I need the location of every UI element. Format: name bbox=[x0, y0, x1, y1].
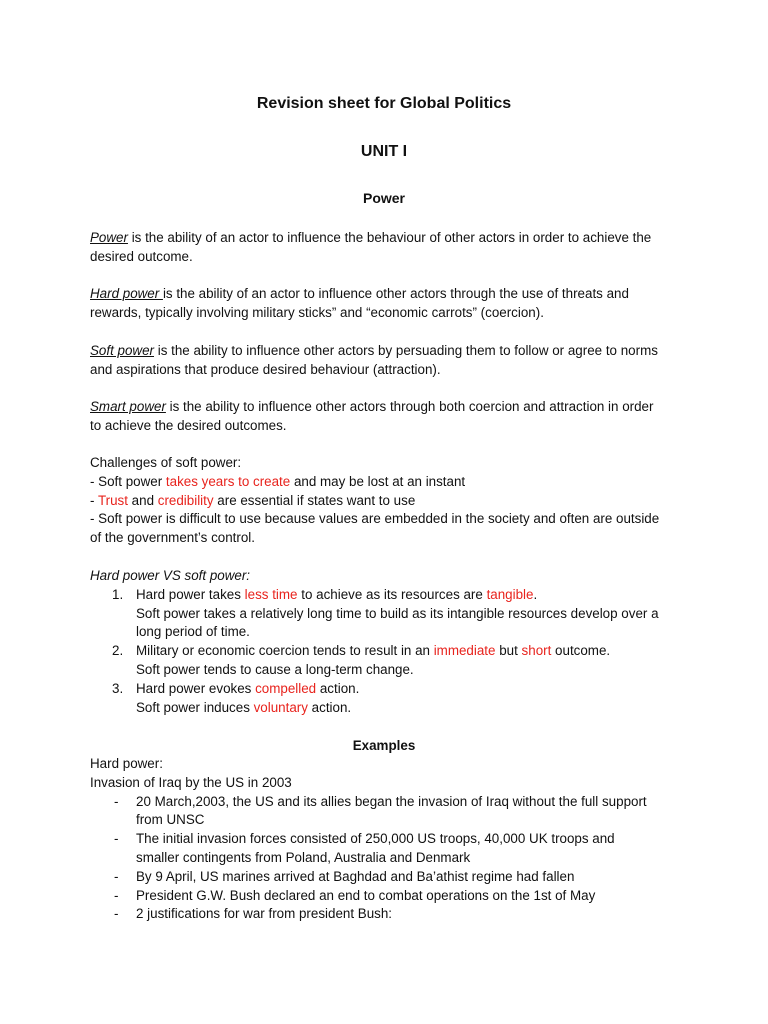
list-item: - 2 justifications for war from president Bush: bbox=[114, 906, 393, 922]
definition-power: Power is the ability of an actor to influence the behaviour of other actors in order to achieve the desired outcome. bbox=[90, 230, 652, 264]
examples-section bbox=[90, 755, 690, 924]
term-hard-power: Hard power bbox=[90, 286, 163, 301]
hard-vs-soft-section bbox=[90, 567, 690, 717]
list-item: - 20 March,2003, the US and its allies began the invasion of Iraq without the full support from UNSC bbox=[114, 793, 647, 828]
hard-vs-soft-heading: Hard power VS soft power: bbox=[90, 568, 251, 583]
list-item: 3. Hard power evokes compelled action. Soft power induces voluntary action. bbox=[112, 680, 360, 715]
list-item: - President G.W. Bush declared an end to combat operations on the 1st of May bbox=[114, 887, 596, 903]
examples-subtitle: Invasion of Iraq by the US in 2003 bbox=[90, 774, 292, 790]
definition-hard-power: Hard power is the ability of an actor to influence other actors through the use of threats and rewards, typically involving military sticks” and “economic carrots” (coercion). bbox=[90, 286, 629, 320]
challenges-heading: Challenges of soft power: bbox=[90, 455, 242, 470]
challenge-item: - Soft power takes years to create and may be lost at an instant bbox=[90, 473, 466, 489]
examples-label: Hard power: bbox=[90, 756, 163, 771]
definition-smart-power: Smart power is the ability to influence other actors through both coercion and attraction in order to achieve the desired outcomes. bbox=[90, 399, 654, 433]
document-title: Revision sheet for Global Politics bbox=[256, 95, 512, 112]
list-item: - The initial invasion forces consisted of 250,000 US troops, 40,000 UK troops and smaller contingents from Poland, Australia and Denmark bbox=[114, 831, 615, 865]
definition-soft-power: Soft power is the ability to influence other actors by persuading them to follow or agree to norms and aspirations that produce desired behaviour (attraction). bbox=[90, 343, 658, 377]
list-item: 1. Hard power takes less time to achieve as its resources are tangible. Soft power takes a relatively long time to build as its intangible resources develop over a long period of time. bbox=[112, 586, 659, 640]
challenge-item: - Soft power is difficult to use because values are embedded in the society and often are outside bbox=[90, 511, 660, 527]
term-soft-power: Soft power bbox=[90, 343, 155, 358]
examples-list bbox=[90, 793, 690, 925]
term-power: Power bbox=[90, 230, 128, 245]
challenge-item: - Trust and credibility are essential if states want to use bbox=[90, 492, 416, 508]
section-heading-power: Power bbox=[362, 190, 405, 206]
section-heading-examples: Examples bbox=[352, 738, 416, 753]
unit-heading: UNIT I bbox=[360, 143, 408, 160]
hard-vs-soft-list bbox=[90, 586, 690, 718]
list-item: - By 9 April, US marines arrived at Baghdad and Ba’athist regime had fallen bbox=[114, 868, 575, 884]
term-smart-power: Smart power bbox=[90, 399, 166, 414]
challenges-soft-power: Challenges of soft power: - Soft power takes years to create and may be lost at an instant - Trust and credibility are essential if states want to use - Soft power is difficult to use because values are embedded in the society and often are outside of the government’s control. bbox=[90, 454, 690, 548]
list-item: 2. Military or economic coercion tends to result in an immediate but short outcome. Soft power tends to cause a long-term change. bbox=[112, 643, 611, 677]
